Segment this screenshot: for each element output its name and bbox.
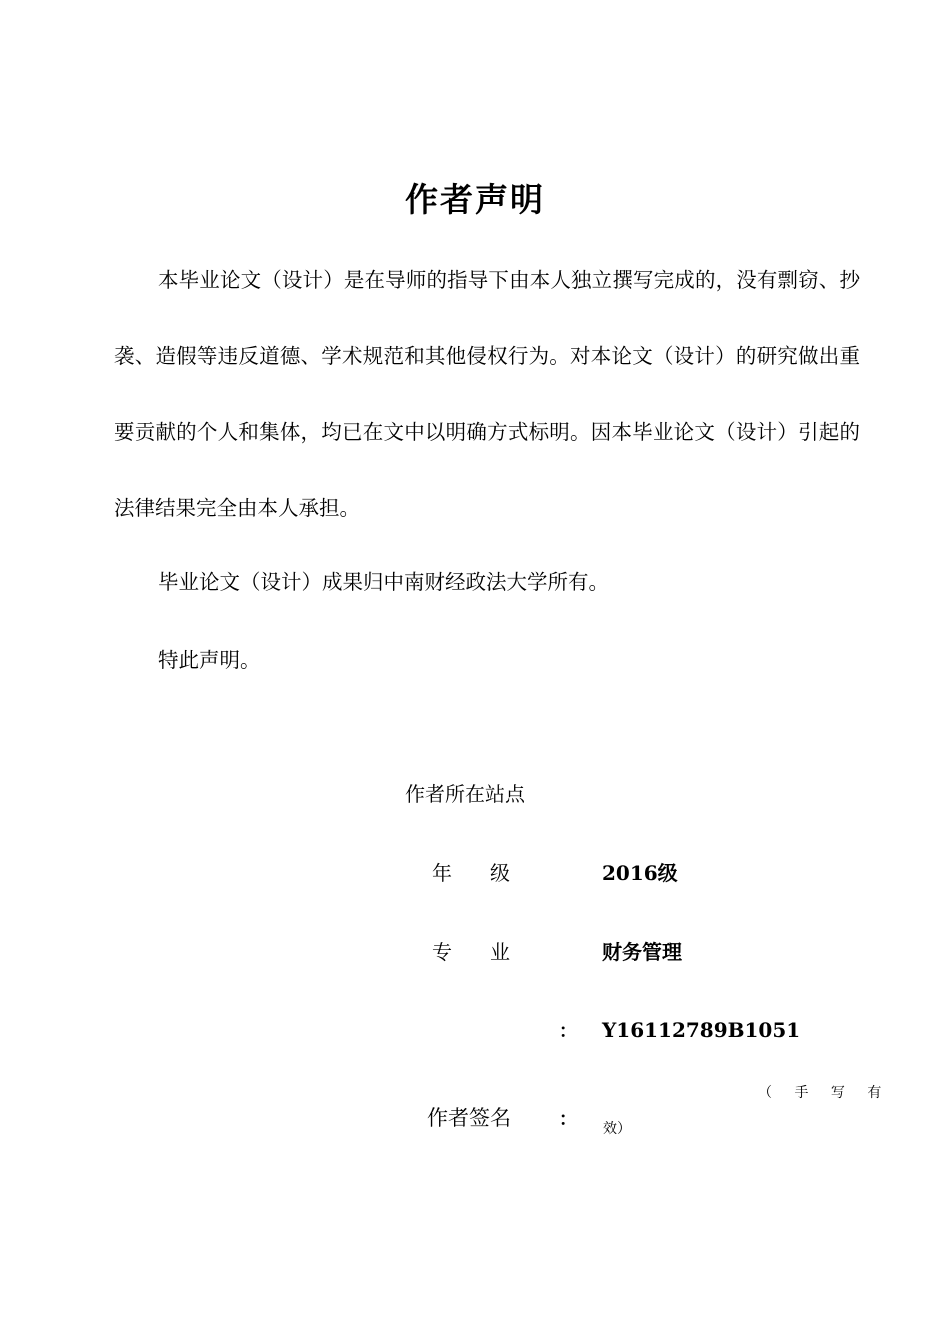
closing-paragraph: 特此声明。 — [158, 648, 261, 672]
grade-value: 2016级 — [602, 861, 678, 885]
handwritten-note-line2: 效） — [603, 1121, 631, 1137]
grade-label — [432, 859, 510, 887]
signature-colon: ： — [559, 1109, 577, 1130]
station-label: 作者所在站点 — [405, 782, 525, 806]
student-id-value: Y16112789B1051 — [602, 1018, 801, 1042]
page-title: 作者声明 — [405, 180, 545, 219]
major-value: 财务管理 — [602, 940, 682, 964]
handwritten-note-line1: （ 手 写 有 — [758, 1085, 891, 1101]
signature-label: 作者签名 — [427, 1106, 511, 1130]
major-label-text: 专 业 — [432, 940, 510, 964]
grade-label-text: 年 级 — [432, 861, 510, 885]
ownership-paragraph: 毕业论文（设计）成果归中南财经政法大学所有。 — [158, 570, 609, 594]
declaration-paragraph: 本毕业论文（设计）是在导师的指导下由本人独立撰写完成的，没有剽窃、抄袭、造假等违反道德、学术规范和其他侵权行为。对本论文（设计）的研究做出重要贡献的个人和集体，均已在文中以明确方式标明。因本毕业论文（设计）引起的法律结果完全由本人承担。 — [114, 268, 860, 520]
major-label — [432, 938, 510, 966]
student-id-colon: ： — [559, 1021, 577, 1042]
